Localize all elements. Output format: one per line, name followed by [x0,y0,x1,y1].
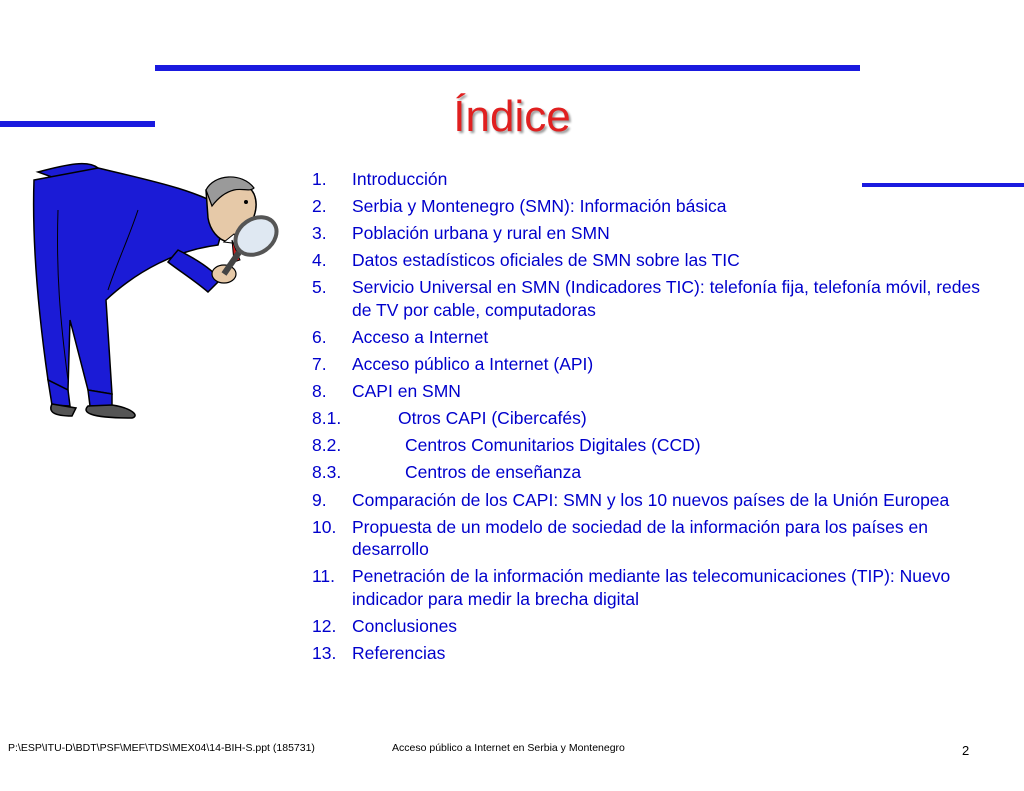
top-rule [155,65,860,71]
list-item [312,380,1002,403]
item-text: Introducción [352,169,448,189]
item-text: Población urbana y rural en SMN [352,223,610,244]
list-item [312,642,1002,665]
list-item [312,353,1002,376]
list-item [312,434,1002,457]
item-text: Centros de enseñanza [405,462,582,483]
item-text: Datos estadísticos oficiales de SMN sobre las TIC [352,250,740,271]
item-text: Serbia y Montenegro (SMN): Información básica [352,196,727,217]
item-text: Acceso público a Internet (API) [352,354,594,375]
item-number: 8.1. [312,408,342,429]
footer-caption: Acceso público a Internet en Serbia y Montenegro [392,742,625,754]
list-item [312,326,1002,349]
list-item [312,489,1002,512]
list-item [312,168,1002,191]
item-number: 2. [312,196,327,217]
list-item [312,195,1002,218]
item-number: 11. [312,566,336,587]
item-number: 8. [312,381,327,402]
item-number: 8.3. [312,462,342,483]
item-number: 3. [312,223,327,244]
item-text: Centros Comunitarios Digitales (CCD) [405,435,701,456]
list-item [312,222,1002,245]
list-item [312,407,1002,430]
item-number: 7. [312,354,327,375]
item-number: 13. [312,642,337,663]
list-item [312,249,1002,272]
item-text: Conclusiones [352,615,458,636]
footer-file-path: P:\ESP\ITU-D\BDT\PSF\MEF\TDS\MEX04\14-BIH-S.ppt (185731) [8,742,315,754]
item-text: Otros CAPI (Cibercafés) [398,408,587,429]
item-text: Propuesta de un modelo de sociedad de la información para los países en desarrollo [352,516,928,560]
item-text: Comparación de los CAPI: SMN y los 10 nuevos países de la Unión Europea [352,489,950,510]
table-of-contents [312,168,1002,669]
page-number: 2 [962,743,970,758]
item-text: CAPI en SMN [352,381,461,402]
item-text: Penetración de la información mediante las telecomunicaciones (TIP): Nuevo indicador para medir la brecha digital [352,566,951,609]
item-number: 4. [312,250,327,271]
businessman-with-magnifying-glass-icon [28,150,298,425]
list-item [312,565,1002,610]
list-item [312,516,1002,561]
item-number: 8.2. [312,435,342,456]
item-text: Acceso a Internet [352,326,489,347]
list-item [312,276,1002,321]
item-text: Referencias [352,642,446,663]
item-number: 6. [312,326,327,347]
item-text: Servicio Universal en SMN (Indicadores TIC): telefonía fija, telefonía móvil, redes de TV por cable, computadoras [352,277,981,320]
slide-title: Índice [453,92,571,141]
item-number: 12. [312,615,337,636]
list-item [312,461,1002,484]
item-number: 1. [312,169,327,189]
item-number: 10. [312,516,337,537]
list-item [312,615,1002,638]
item-number: 9. [312,489,327,510]
item-number: 5. [312,277,327,298]
